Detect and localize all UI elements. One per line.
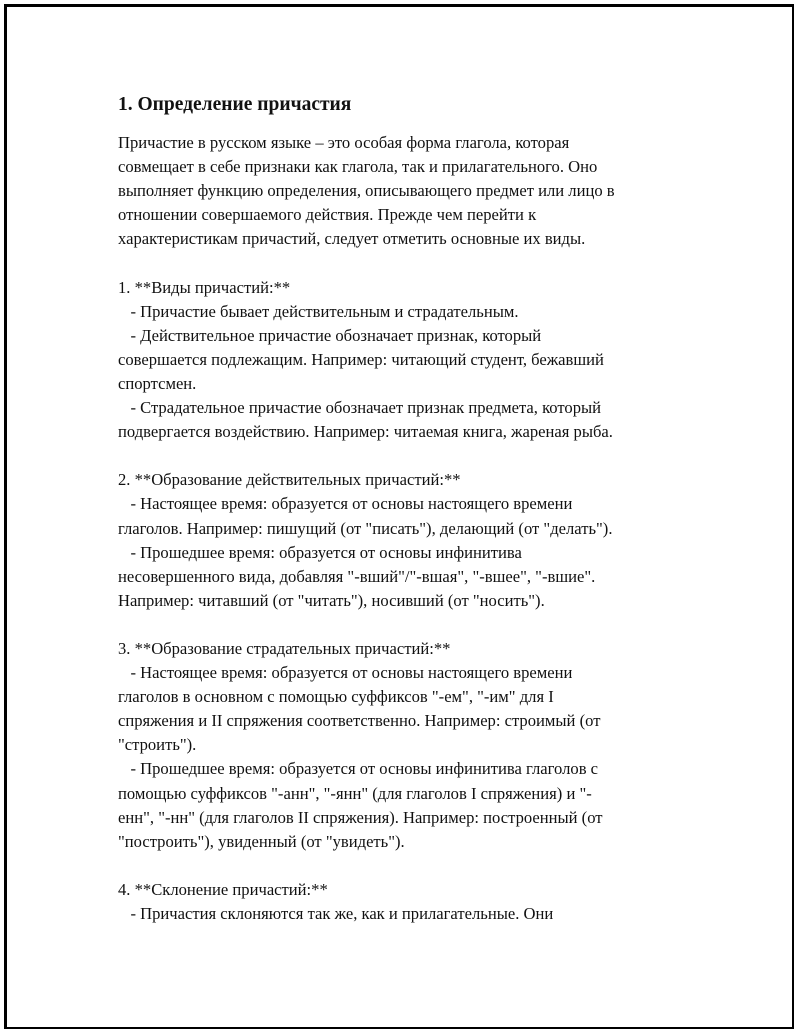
blank-line	[118, 251, 678, 275]
text-line: 4. **Склонение причастий:**	[118, 879, 328, 899]
text-line: подвергается воздействию. Например: читаемая книга, жареная рыба.	[118, 422, 613, 442]
text-line: Причастие в русском языке – это особая форма глагола, которая	[118, 133, 570, 152]
text-line: несовершенного вида, добавляя "-вший"/"-вшая", "-вшее", "-вшие".	[118, 566, 596, 586]
text-line: характеристикам причастий, следует отметить основные их виды.	[118, 229, 586, 249]
text-line: помощью суффиксов "-анн", "-янн" (для глаголов I спряжения) и "-	[118, 783, 592, 803]
text-line: глаголов. Например: пишущий (от "писать"), делающий (от "делать").	[118, 518, 613, 538]
text-line: 1. **Виды причастий:**	[118, 277, 291, 297]
text-line: - Действительное причастие обозначает признак, который	[118, 325, 542, 345]
section-heading: 1. Определение причастия	[118, 94, 352, 115]
text-line: "строить").	[118, 735, 197, 755]
text-line: - Причастие бывает действительным и страдательным.	[118, 301, 519, 321]
text-line: - Причастия склоняются так же, как и прилагательные. Они	[118, 904, 554, 923]
text-line: - Прошедшее время: образуется от основы инфинитива	[118, 542, 522, 562]
paragraph-lines	[118, 131, 678, 926]
blank-line	[118, 854, 678, 878]
text-line: 3. **Образование страдательных причастий:**	[118, 638, 451, 658]
blank-line	[118, 444, 678, 468]
text-line: - Страдательное причастие обозначает признак предмета, который	[118, 398, 602, 418]
text-line: Например: читавший (от "читать"), носивший (от "носить").	[118, 590, 545, 610]
text-line: - Прошедшее время: образуется от основы инфинитива глаголов с	[118, 759, 599, 779]
text-line: "построить"), увиденный (от "увидеть").	[118, 831, 405, 851]
text-line: глаголов в основном с помощью суффиксов "-ем", "-им" для I	[118, 687, 554, 707]
text-line: спортсмен.	[118, 373, 197, 393]
text-line: 2. **Образование действительных причастий:**	[118, 470, 461, 490]
blank-line	[118, 613, 678, 637]
text-line: енн", "-нн" (для глаголов II спряжения). Например: построенный (от	[118, 807, 603, 827]
text-line: спряжения и II спряжения соответственно. Например: строимый (от	[118, 711, 601, 731]
text-line: совершается подлежащим. Например: читающий студент, бежавший	[118, 349, 604, 369]
document-body	[118, 93, 678, 926]
text-line: выполняет функцию определения, описывающего предмет или лицо в	[118, 181, 615, 201]
text-line: - Настоящее время: образуется от основы настоящего времени	[118, 494, 573, 514]
text-line: - Настоящее время: образуется от основы настоящего времени	[118, 663, 573, 683]
text-line: отношении совершаемого действия. Прежде чем перейти к	[118, 205, 537, 225]
text-line: совмещает в себе признаки как глагола, так и прилагательного. Оно	[118, 157, 598, 177]
